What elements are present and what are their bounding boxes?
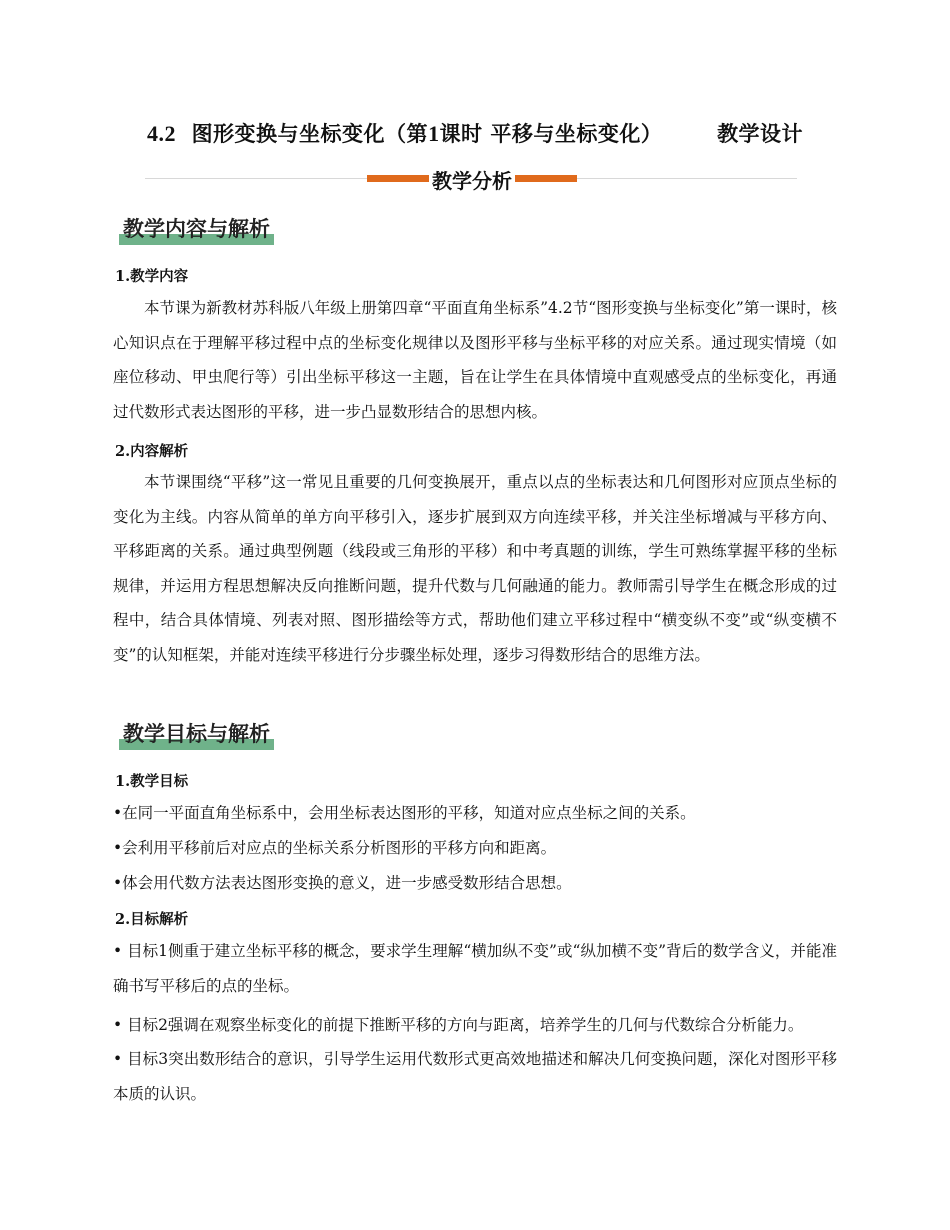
goal-analysis-item: • 目标2强调在观察坐标变化的前提下推断平移的方向与距离，培养学生的几何与代数综合分析能力。	[113, 1016, 804, 1034]
goal-item: •在同一平面直角坐标系中，会用坐标表达图形的平移，知道对应点坐标之间的关系。	[113, 804, 696, 822]
banner-label: 教学分析	[429, 165, 515, 194]
subheading-goals: 1.教学目标	[115, 773, 189, 790]
section-banner	[145, 165, 797, 193]
goal-analysis-item: • 目标1侧重于建立坐标平移的概念，要求学生理解“横加纵不变”或“纵加横不变”背后的数学含义，并能准确书写平移后的点的坐标。	[113, 942, 837, 995]
heading-text: 教学内容与解析	[123, 216, 270, 241]
title-suffix: 教学设计	[717, 121, 804, 146]
document-title	[0, 118, 950, 148]
paragraph-content	[113, 291, 837, 429]
title-text-b: 课时 平移与坐标变化）	[439, 121, 663, 146]
heading-text: 教学目标与解析	[123, 721, 270, 746]
paragraph-text: 本节课围绕“平移”这一常见且重要的几何变换展开，重点以点的坐标表达和几何图形对应顶点坐标的变化为主线。内容从简单的单方向平移引入，逐步扩展到双方向连续平移，并关注坐标增减与平移方向、平移距离的关系。通过典型例题（线段或三角形的平移）和中考真题的训练，学生可熟练掌握平移的坐标规律，并运用方程思想解决反向推断问题，提升代数与几何融通的能力。教师需引导学生在概念形成的过程中，结合具体情境、列表对照、图形描绘等方式，帮助他们建立平移过程中“横变纵不变”或“纵变横不变”的认知框架，并能对连续平移进行分步骤坐标处理，逐步习得数形结合的思维方法。	[113, 473, 837, 664]
title-section-number: 4.2	[146, 121, 176, 146]
subheading-goal-analysis: 2.目标解析	[115, 911, 189, 928]
paragraph-analysis	[113, 465, 837, 673]
title-lesson-number: 1	[428, 121, 440, 146]
subheading-analysis: 2.内容解析	[115, 443, 189, 460]
goal-item: •体会用代数方法表达图形变换的意义，进一步感受数形结合思想。	[113, 874, 572, 892]
subheading-content: 1.教学内容	[115, 268, 189, 285]
paragraph-text: 本节课为新教材苏科版八年级上册第四章“平面直角坐标系”4.2节“图形变换与坐标变化”第一课时，核心知识点在于理解平移过程中点的坐标变化规律以及图形平移与坐标平移的对应关系。通过现实情境（如座位移动、甲虫爬行等）引出坐标平移这一主题，旨在让学生在具体情境中直观感受点的坐标变化，再通过代数形式表达图形的平移，进一步凸显数形结合的思想内核。	[113, 299, 837, 421]
section-heading-goals	[119, 716, 274, 748]
goal-analysis-item: • 目标3突出数形结合的意识，引导学生运用代数形式更高效地描述和解决几何变换问题，深化对图形平移本质的认识。	[113, 1050, 837, 1103]
goal-item: •会利用平移前后对应点的坐标关系分析图形的平移方向和距离。	[113, 839, 557, 857]
section-heading-content	[119, 211, 274, 243]
banner-left-bar	[367, 175, 429, 182]
title-text-a: 图形变换与坐标变化（第	[191, 121, 429, 146]
banner-right-bar	[515, 175, 577, 182]
